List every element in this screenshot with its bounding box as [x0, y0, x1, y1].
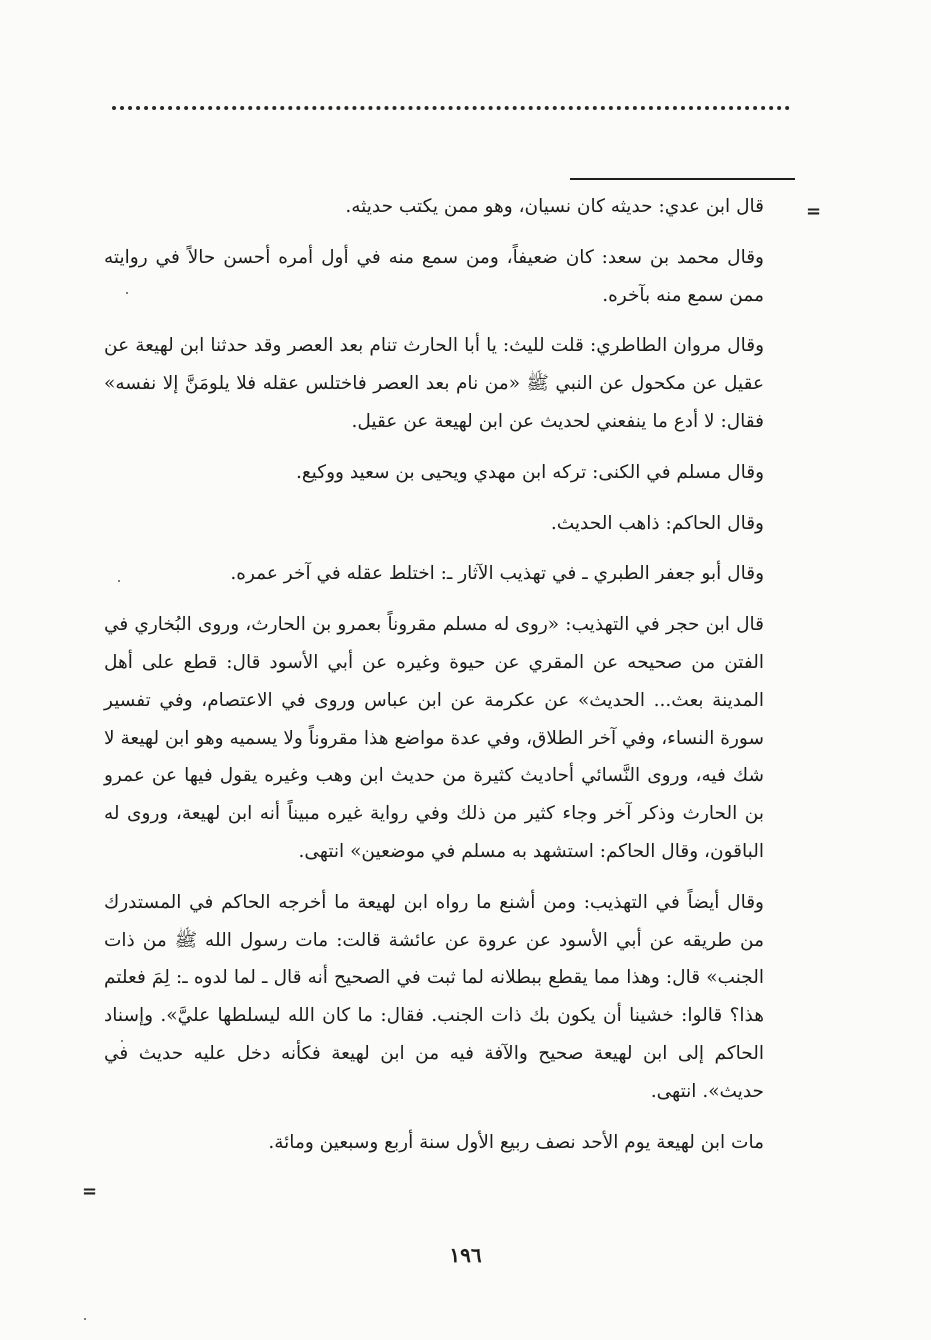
scan-speck — [126, 292, 128, 294]
paragraph-muslim-kuna: وقال مسلم في الكنى: تركه ابن مهدي ويحيى بن سعيد ووكيع. — [295, 461, 764, 483]
dotted-separator — [112, 106, 790, 110]
scan-speck — [121, 1040, 123, 1042]
page-number: ١٩٦ — [449, 1243, 482, 1267]
footnote-rule — [570, 178, 795, 180]
footnote-text — [104, 188, 764, 1174]
paragraph-hakim: وقال الحاكم: ذاهب الحديث. — [550, 512, 764, 534]
paragraph-ibn-adi: قال ابن عدي: حديثه كان نسيان، وهو ممن يكتب حديثه. — [345, 196, 764, 217]
paragraph-ibn-hajar: قال ابن حجر في التهذيب: «روى له مسلم مقروناً بعمرو بن الحارث، وروى البُخاري في الفتن من صحيحه عن المقري عن حيوة وغيره عن أبي الأسود قال: قطع على أهل المدينة بعث... الحديث» عن عكرمة عن ابن عباس وروى في الاعتصام، وفي تفسير سورة النساء، وفي آخر الطلاق، وفي عدة مواضع هذا مقروناً ولا يسميه وهو ابن لهيعة لا شك فيه، وروى النَّسائي أحاديث كثيرة من حديث ابن وهب وغيره يقول فيها عن عمرو بن الحارث وذكر آخر وجاء كثير من ذلك وفي رواية غيره مبيناً أنه ابن لهيعة، وروى له الباقون، وقال الحاكم: استشهد به مسلم في موضعين» انتهى. — [104, 614, 764, 862]
paragraph-tabari: وقال أبو جعفر الطبري ـ في تهذيب الآثار ـ: اختلط عقله في آخر عمره. — [230, 563, 764, 585]
paragraph-ibn-saad: وقال محمد بن سعد: كان ضعيفاً، ومن سمع منه في أول أمره أحسن حالاً في روايته ممن سمع منه بآخره. — [104, 246, 764, 306]
scan-speck — [118, 580, 120, 582]
paragraph-death-date: مات ابن لهيعة يوم الأحد نصف ربيع الأول سنة أربع وسبعين ومائة. — [268, 1131, 764, 1153]
continuation-mark-bottom: = — [82, 1181, 98, 1202]
paragraph-tahdhib: وقال أيضاً في التهذيب: ومن أشنع ما رواه ابن لهيعة ما أخرجه الحاكم في المستدرك من طريقه عن أبي الأسود عن عروة عن عائشة قالت: مات رسول الله ﷺ من ذات الجنب» قال: وهذا مما يقطع ببطلانه لما ثبت في الصحيح أنه قال ـ لما لدوه ـ: لِمَ فعلتم هذا؟ قالوا: خشينا أن يكون بك ذات الجنب. فقال: ما كان الله ليسلطها عليَّ». وإسناد الحاكم إلى ابن لهيعة صحيح والآفة فيه من ابن لهيعة فكأنه دخل عليه حديث في حديث». انتهى. — [104, 891, 764, 1102]
continuation-mark-top: = — [806, 201, 822, 222]
paragraph-marwan: وقال مروان الطاطري: قلت لليث: يا أبا الحارث تنام بعد العصر وقد حدثنا ابن لهيعة عن عقيل عن مكحول عن النبي ﷺ «من نام بعد العصر فاختلس عقله فلا يلومَنَّ إلا نفسه» فقال: لا أدع ما ينفعني لحديث عن ابن لهيعة عن عقيل. — [104, 335, 764, 432]
scan-speck — [84, 1318, 86, 1320]
